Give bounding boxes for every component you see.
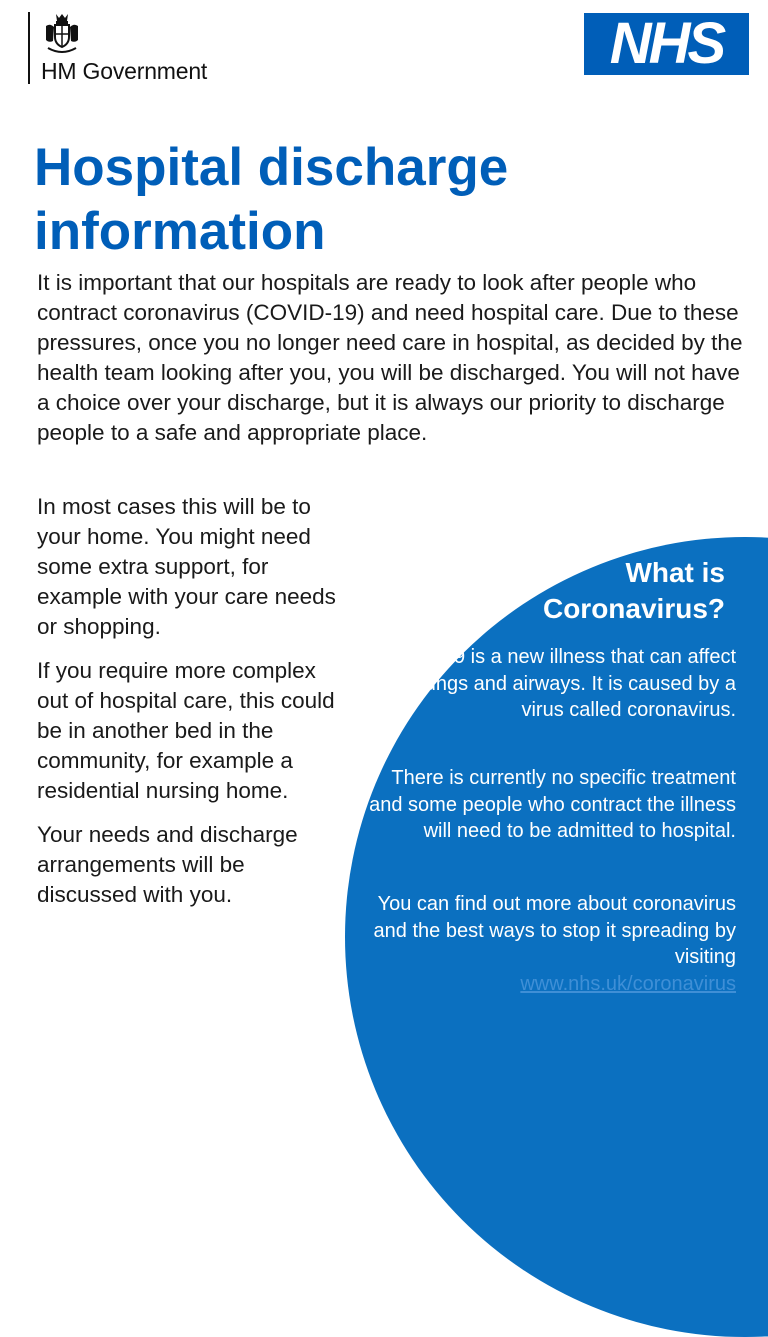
home-support-paragraph: In most cases this will be to your home. You might need some extra support, for example with your care needs or shopping. — [37, 494, 336, 639]
info-circle-heading: What is Coronavirus? — [542, 557, 725, 624]
nhs-logo: NHS — [584, 13, 749, 75]
intro-paragraph: It is important that our hospitals are ready to look after people who contract coronavirus (COVID-19) and need hospital care. Due to these pressures, once you no longer need care in hospital, as decided by the health team looking after you, you will be discharged. You will not have a choice over your discharge, but it is always our priority to discharge people to a safe and appropriate place. — [37, 270, 743, 445]
more-info-text: You can find out more about coronavirus and the best ways to stop it spreading by visiting — [373, 893, 736, 968]
nhs-coronavirus-link[interactable]: www.nhs.uk/coronavirus — [520, 972, 736, 995]
page-title: Hospital discharge information — [34, 138, 509, 261]
more-info-paragraph — [366, 891, 736, 997]
left-column — [37, 492, 345, 924]
covid-definition-paragraph: COVID-19 is a new illness that can affect the lungs and airways. It is caused by a virus called coronavirus. — [372, 646, 736, 721]
royal-coat-of-arms-icon — [42, 12, 82, 56]
government-name: HM Government — [41, 58, 208, 84]
treatment-paragraph: There is currently no specific treatment and some people who contract the illness will need to be admitted to hospital. — [369, 767, 736, 842]
complex-care-paragraph: If you require more complex out of hospital care, this could be in another bed in the community, for example a residential nursing home. — [37, 658, 335, 803]
arrangements-paragraph: Your needs and discharge arrangements will be discussed with you. — [37, 822, 298, 907]
hm-government-logo — [28, 12, 208, 84]
